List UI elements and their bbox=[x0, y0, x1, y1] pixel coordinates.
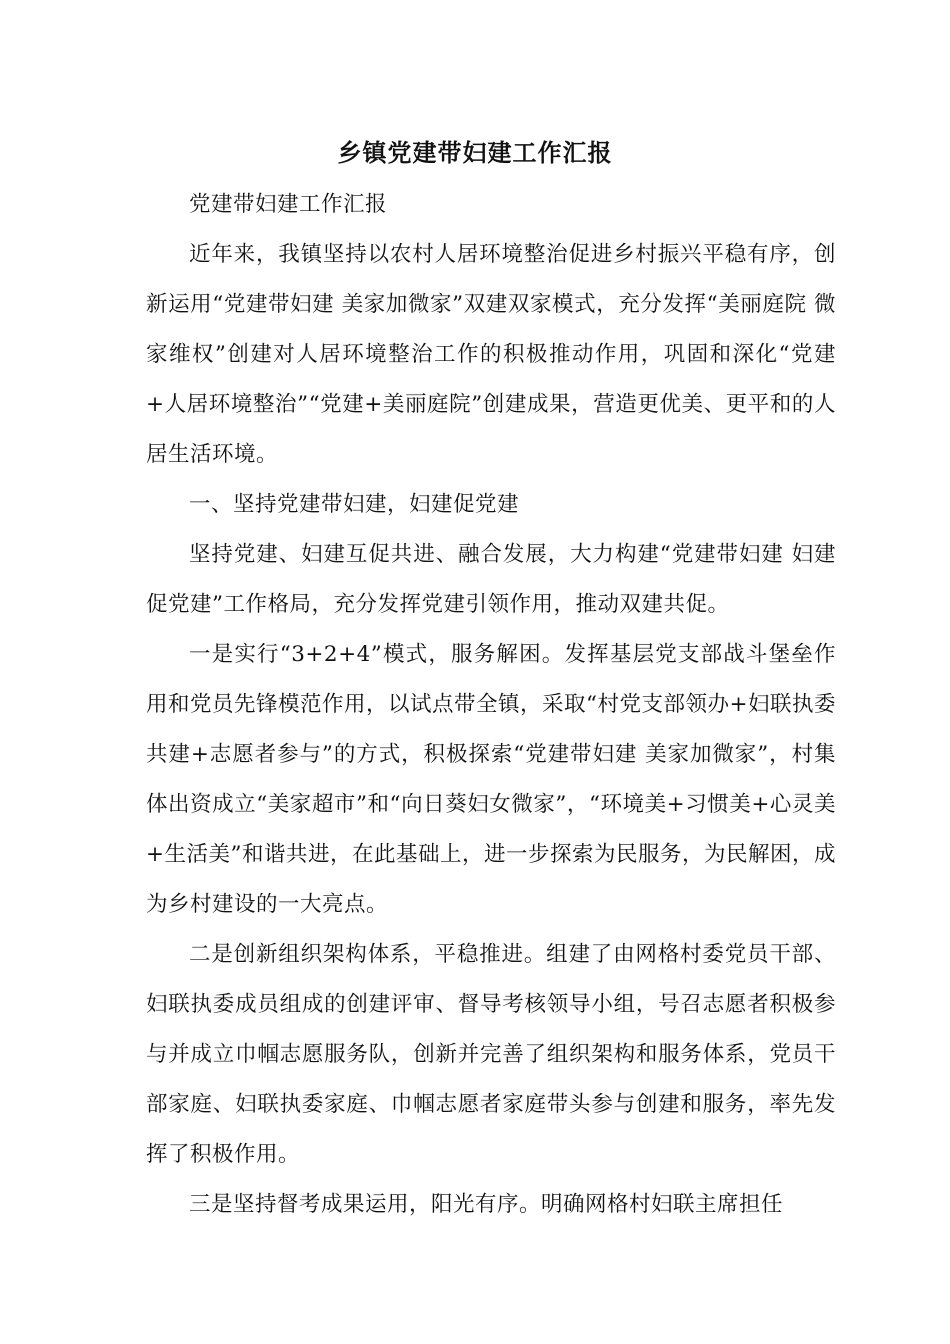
subtitle-paragraph: 党建带妇建工作汇报 bbox=[189, 192, 388, 217]
document-title: 乡镇党建带妇建工作汇报 bbox=[337, 138, 613, 167]
intro-paragraph: 近年来，我镇坚持以农村人居环境整治促进乡村振兴平稳有序，创新运用“党建带妇建 美家加微家”双建双家模式，充分发挥“美丽庭院 微家维权”创建对人居环境整治工作的积极推动作用，巩固和深化“党建+人居环境整治”“党建+美丽庭院”创建成果，营造更优美、更平和的人居生活环境。 bbox=[146, 242, 836, 467]
point-two-paragraph: 二是创新组织架构体系，平稳推进。组建了由网格村委党员干部、妇联执委成员组成的创建评审、督导考核领导小组，号召志愿者积极参与并成立巾帼志愿服务队，创新并完善了组织架构和服务体系，党员干部家庭、妇联执委家庭、巾帼志愿者家庭带头参与创建和服务，率先发挥了积极作用。 bbox=[146, 942, 836, 1167]
point-one-paragraph: 一是实行“3+2+4”模式，服务解困。发挥基层党支部战斗堡垒作用和党员先锋模范作用，以试点带全镇，采取“村党支部领办+妇联执委共建+志愿者参与”的方式，积极探索“党建带妇建 美家加微家”，村集体出资成立“美家超市”和“向日葵妇女微家”，“环境美+习惯美+心灵美+生活美”和谐共进，在此基础上，进一步探索为民服务，为民解困，成为乡村建设的一大亮点。 bbox=[146, 642, 837, 917]
section-paragraph: 坚持党建、妇建互促共进、融合发展，大力构建“党建带妇建 妇建促党建”工作格局，充分发挥党建引领作用，推动双建共促。 bbox=[146, 542, 836, 617]
document-body bbox=[146, 180, 836, 1230]
point-three-paragraph: 三是坚持督考成果运用，阳光有序。明确网格村妇联主席担任 bbox=[189, 1192, 784, 1217]
section-heading: 一、坚持党建带妇建，妇建促党建 bbox=[189, 492, 520, 517]
